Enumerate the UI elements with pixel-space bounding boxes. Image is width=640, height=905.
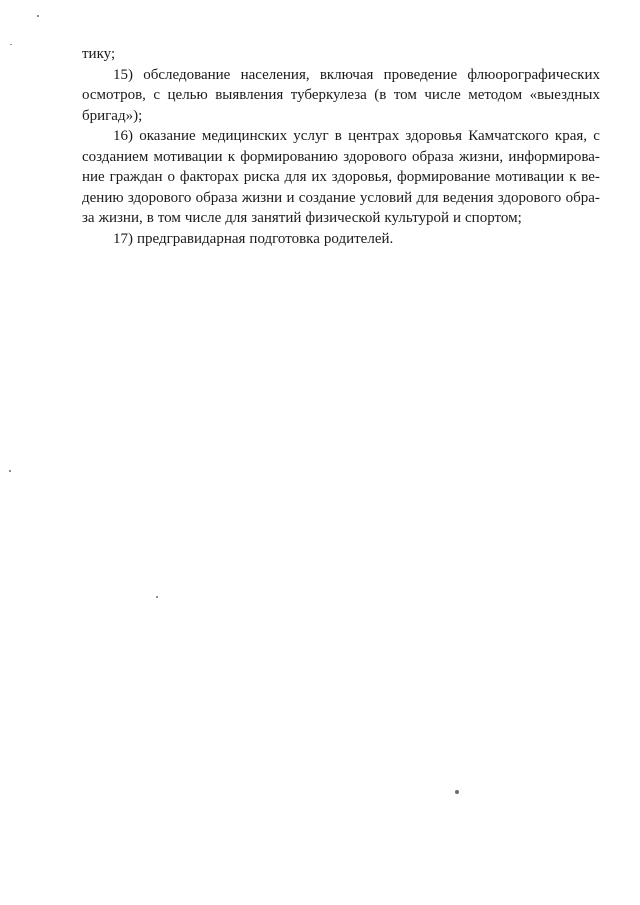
word: медицинских <box>201 128 288 144</box>
word: включая <box>319 66 374 83</box>
word: к <box>569 169 577 185</box>
word: с <box>153 87 161 103</box>
word: ве- <box>581 169 600 185</box>
word: для <box>225 210 248 226</box>
word: для <box>416 189 439 206</box>
word: созданием <box>82 148 149 165</box>
word: факторах <box>179 169 239 185</box>
text-line <box>82 85 600 106</box>
scan-speck <box>37 15 39 17</box>
word: том <box>393 87 417 103</box>
word: о <box>167 169 175 185</box>
word: 17) <box>113 230 133 247</box>
word: числе <box>424 87 461 103</box>
word: (в <box>374 87 387 103</box>
word: для <box>284 169 307 185</box>
word: туберкулеза <box>290 87 367 103</box>
text-line <box>82 106 600 127</box>
word: населения, <box>240 66 310 83</box>
word: «выездных <box>529 87 600 103</box>
word: информирова- <box>508 148 600 165</box>
word: спортом; <box>465 210 522 226</box>
word: их <box>311 169 327 185</box>
word: подготовка <box>249 230 320 247</box>
word: флюорографических <box>467 66 600 83</box>
word: ведения <box>442 189 494 206</box>
scan-speck <box>156 596 158 598</box>
word: и <box>286 189 295 206</box>
word: в <box>146 210 154 226</box>
word: края, <box>554 128 588 144</box>
word: здоровья, <box>331 169 393 185</box>
word: формированию <box>240 148 339 165</box>
word: культурой <box>384 210 449 226</box>
word: жизни, <box>459 148 504 165</box>
word: в <box>334 128 342 144</box>
word: к <box>227 148 235 165</box>
word: предгравидарная <box>137 230 246 247</box>
word: обра- <box>565 189 600 206</box>
word: Камчатского <box>468 128 549 144</box>
word: мотивации <box>153 148 223 165</box>
word: здоровья <box>405 128 463 144</box>
text-line <box>82 229 600 250</box>
word: проведение <box>383 66 458 83</box>
word: здорового <box>497 189 562 206</box>
word: условий <box>359 189 413 206</box>
word: жизни, <box>98 210 143 226</box>
word: родителей. <box>323 230 394 247</box>
word: том <box>157 210 181 226</box>
word: образа <box>411 148 454 165</box>
text-line <box>82 167 600 188</box>
word: создание <box>298 189 356 206</box>
word: услуг <box>293 128 329 144</box>
word: за <box>82 210 95 226</box>
word: мотивации <box>495 169 565 185</box>
word: дению <box>82 189 124 206</box>
scan-speck <box>10 44 12 45</box>
word: жизни <box>241 189 283 206</box>
text-line <box>82 65 600 86</box>
word: здорового <box>343 148 407 165</box>
text-line <box>82 44 600 65</box>
word: и <box>452 210 462 226</box>
word: осмотров, <box>82 87 146 103</box>
word: выявления <box>215 87 284 103</box>
word: занятий <box>251 210 302 226</box>
word: физической <box>305 210 381 226</box>
word: бригад»); <box>82 107 143 124</box>
scan-speck <box>455 790 459 794</box>
word: с <box>593 128 600 144</box>
word: целью <box>167 87 208 103</box>
word: 15) <box>113 66 133 83</box>
text-line <box>82 188 600 209</box>
word: формирование <box>397 169 491 185</box>
scan-speck <box>9 470 11 472</box>
text-line <box>82 147 600 168</box>
text-line <box>82 126 600 147</box>
word: граждан <box>109 169 163 185</box>
word: числе <box>184 210 222 226</box>
word: тику; <box>82 46 116 62</box>
word: 16) <box>113 128 133 144</box>
word: методом <box>468 87 523 103</box>
word: здорового <box>127 189 192 206</box>
word: ние <box>82 169 105 185</box>
word: риска <box>243 169 280 185</box>
word: образа <box>195 189 238 206</box>
text-line <box>82 208 600 229</box>
document-text <box>82 44 600 249</box>
word: центрах <box>348 128 400 144</box>
word: обследование <box>143 66 231 83</box>
word: оказание <box>139 128 196 144</box>
